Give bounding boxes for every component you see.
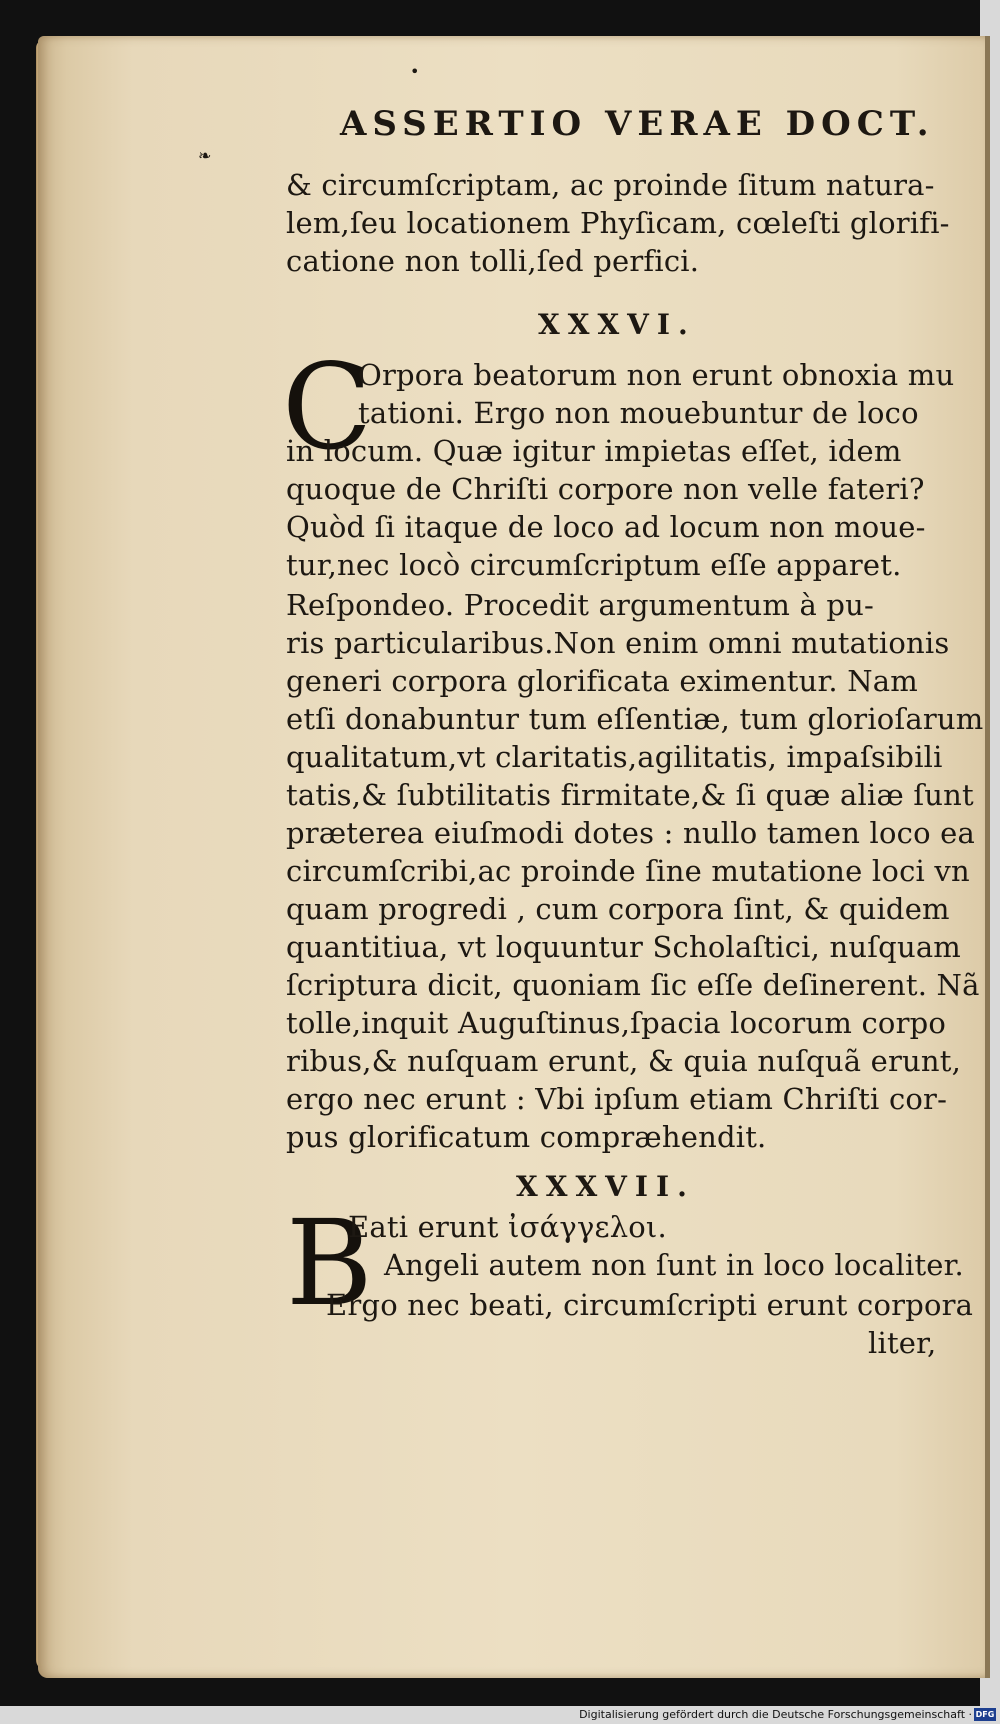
text-line: lem,ſeu locationem Phyſicam, cœleſti glorifi- <box>286 206 950 240</box>
text-line: & circumſcriptam, ac proinde ſitum natura- <box>286 168 935 202</box>
text-line: præterea eiuſmodi dotes : nullo tamen loco ea <box>286 816 976 850</box>
text-line: quam progredi , cum corpora ſint, & quidem <box>286 892 950 926</box>
text-line: ribus,& nuſquam erunt, & quia nuſquã erunt, <box>286 1044 962 1078</box>
margin-ornament-icon: ❧ <box>198 146 212 165</box>
text-line: etſi donabuntur tum eſſentiæ, tum glorioſarum <box>286 702 984 736</box>
dfg-logo: DFG <box>975 1710 995 1719</box>
top-mark: • <box>410 62 420 81</box>
text-line: in locum. Quæ igitur impietas eſſet, idem <box>286 434 902 468</box>
text-line: generi corpora glorificata eximentur. Nam <box>286 664 918 698</box>
text-line: quantitiua, vt loquuntur Scholaſtici, nuſquam <box>286 930 962 964</box>
text-line: tur,nec locò circumſcriptum eſſe apparet. <box>286 548 902 582</box>
section-number: XXXVII. <box>516 1170 695 1203</box>
text-line: tatis,& ſubtilitatis firmitate,& ſi quæ aliæ ſunt <box>286 778 974 812</box>
text-line: ris particularibus.Non enim omni mutationis <box>286 626 950 660</box>
catchword: liter, <box>868 1326 937 1360</box>
text-line: qualitatum,vt claritatis,agilitatis, impaſsibili <box>286 740 943 774</box>
page-fold-shadow <box>985 36 990 1678</box>
text-line: pus glorificatum compræhendit. <box>286 1120 767 1154</box>
text-line: ergo nec erunt : Vbi ipſum etiam Chriſti cor- <box>286 1082 948 1116</box>
text-line: Reſpondeo. Procedit argumentum à pu- <box>286 588 875 622</box>
funding-credit: Digitalisierung gefördert durch die Deutsche Forschungsgemeinschaft · <box>579 1708 972 1721</box>
text-line: Angeli autem non ſunt in loco localiter. <box>384 1248 964 1282</box>
drop-capital: B <box>286 1194 373 1332</box>
section-number: XXXVI. <box>538 308 696 341</box>
text-line: tolle,inquit Auguſtinus,ſpacia locorum corpo <box>286 1006 947 1040</box>
text-line: tationi. Ergo non mouebuntur de loco <box>358 396 919 430</box>
drop-capital: C <box>282 338 373 476</box>
text-line: ſcriptura dicit, quoniam ſic eſſe deſinerent. Nã <box>286 968 980 1002</box>
text-line: Ergo nec beati, circumſcripti erunt corpora <box>326 1288 974 1322</box>
text-line: Orpora beatorum non erunt obnoxia mu <box>358 358 955 392</box>
text-line: catione non tolli,ſed perfici. <box>286 244 700 278</box>
text-line: quoque de Chriſti corpore non velle fateri? <box>286 472 925 506</box>
text-line: Eati erunt ἰσάγγελοι. <box>348 1210 667 1244</box>
running-head: ASSERTIO VERAE DOCT. <box>340 104 935 144</box>
text-line: Quòd ſi itaque de loco ad locum non moue- <box>286 510 926 544</box>
text-line: circumſcribi,ac proinde ſine mutatione loci vn <box>286 854 970 888</box>
